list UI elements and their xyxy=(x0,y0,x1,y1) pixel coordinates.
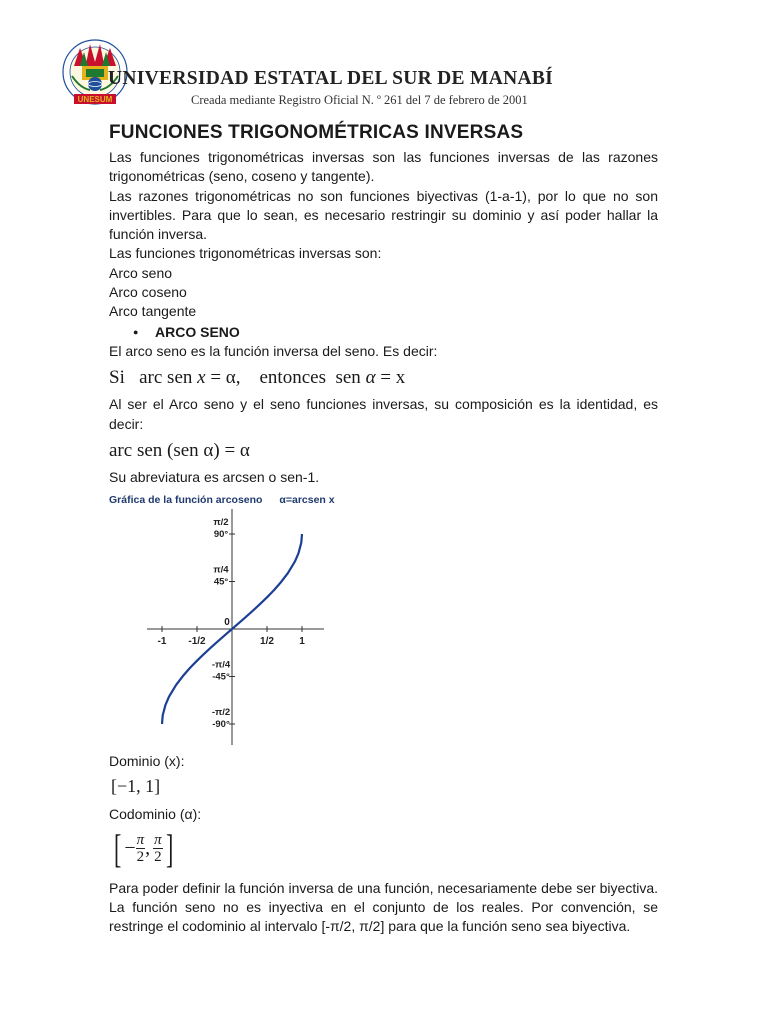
x-tick-label: -1/2 xyxy=(188,636,206,648)
formula-x: x xyxy=(197,367,206,389)
formula-si: Si xyxy=(109,367,125,389)
formula-composition: arc sen (sen α) = α xyxy=(109,439,250,461)
origin-label: 0 xyxy=(224,617,230,629)
x-tick-label: 1/2 xyxy=(260,636,274,648)
chart-caption xyxy=(109,491,658,507)
codomain-comma: , xyxy=(145,837,151,860)
y-tick-label: -π/4 xyxy=(211,659,231,671)
bullet-icon: ● xyxy=(133,326,139,337)
intro-paragraph-1: Las funciones trigonométricas inversas son las funciones inversas de las razones trigonométricas (seno, coseno y tangente). xyxy=(109,149,658,185)
chart-caption-formula: α=arcsen x xyxy=(279,494,335,507)
codomain-value xyxy=(111,827,658,871)
fraction-neg-pi-half: $\frac{\pi}{2}$ xyxy=(136,832,145,866)
open-bracket: [ xyxy=(113,825,122,871)
x-tick-label: 1 xyxy=(299,636,305,648)
chart-caption-text: Gráfica de la función arcoseno xyxy=(109,494,263,507)
y-tick-label-degrees: -90° xyxy=(212,719,230,731)
document-title: FUNCIONES TRIGONOMÉTRICAS INVERSAS xyxy=(109,122,524,143)
x-tick-label: -1 xyxy=(157,636,167,648)
formula-sen: sen xyxy=(335,367,361,389)
y-tick-label: π/4 xyxy=(213,564,229,576)
intro-paragraph-2: Las razones trigonométricas no son funciones biyectivas (1-a-1), por lo que no son invertibles. Para que lo sean, es necesario restringir su dominio y así poder hallar la función inversa. xyxy=(109,187,658,243)
formula-definition xyxy=(109,365,658,391)
close-bracket: ] xyxy=(165,825,173,871)
formula-alpha: α xyxy=(365,367,376,389)
y-tick-label: -π/2 xyxy=(211,707,231,719)
letterhead xyxy=(60,36,700,116)
composition-text: Al ser el Arco seno y el seno funciones inversas, su composición es la identidad, es decir: xyxy=(109,396,658,432)
y-tick-label-degrees: -45° xyxy=(212,671,230,683)
y-tick-label-degrees: 90° xyxy=(213,529,229,541)
definition-text: El arco seno es la función inversa del seno. Es decir: xyxy=(109,342,438,359)
svg-text:UNESUM: UNESUM xyxy=(77,95,113,104)
closing-paragraph: Para poder definir la función inversa de una función, necesariamente debe ser biyectiva. La función seno no es inyectiva en el conjunto de los reales. Por convención, se restringe el codominio al intervalo [-π/2, π/2] para que la función seno sea biyectiva. xyxy=(109,879,658,935)
section-heading-arco-seno xyxy=(109,323,658,342)
intro-paragraph-3: Las funciones trigonométricas inversas son: xyxy=(109,245,382,262)
document-body xyxy=(109,122,658,937)
y-tick-label: π/2 xyxy=(213,517,229,529)
abbreviation-text: Su abreviatura es arcsen o sen-1. xyxy=(109,468,320,485)
university-subtitle: Creada mediante Registro Oficial N. º 261 del 7 de febrero de 2001 xyxy=(191,93,528,107)
list-item: Arco seno xyxy=(109,264,173,281)
y-tick-label-degrees: 45° xyxy=(213,576,229,588)
codomain-label: Codominio (α): xyxy=(109,806,202,823)
list-item: Arco coseno xyxy=(109,284,187,301)
list-item: Arco tangente xyxy=(109,303,197,320)
section-heading-label: ARCO SENO xyxy=(155,323,240,340)
formula-entonces: entonces xyxy=(259,367,326,389)
university-name: UNIVERSIDAD ESTATAL DEL SUR DE MANABÍ xyxy=(108,68,554,89)
formula-arcsen: arc sen xyxy=(139,367,193,389)
fraction-pi-half: $\frac{\pi}{2}$ xyxy=(154,832,162,866)
domain-value: [−1, 1] xyxy=(111,776,161,797)
formula-eq-x: = x xyxy=(380,367,406,389)
domain-label: Dominio (x): xyxy=(109,753,185,770)
arcsin-chart xyxy=(109,507,658,752)
arcsin-chart-svg xyxy=(109,507,658,752)
codomain-minus: − xyxy=(124,837,136,860)
formula-eq-alpha: = α, xyxy=(210,367,241,389)
